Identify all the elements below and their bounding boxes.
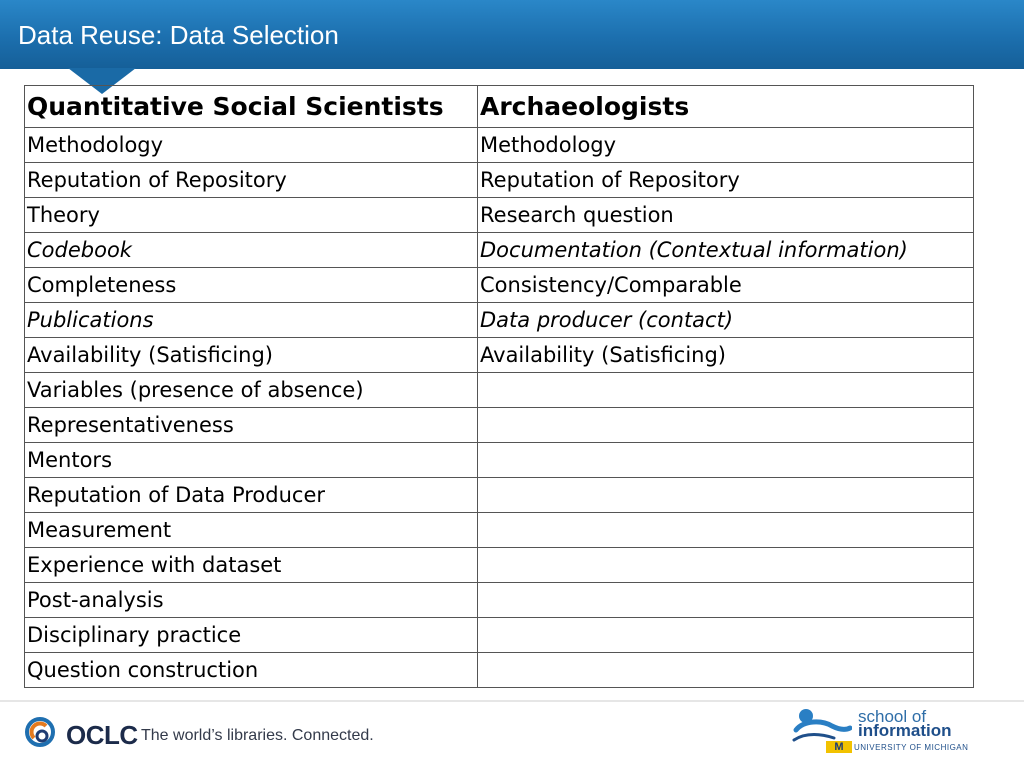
table-row	[25, 513, 974, 548]
comparison-table	[24, 85, 974, 688]
table-header-row	[25, 86, 974, 128]
table-row	[25, 233, 974, 268]
cell-arch: Reputation of Repository	[478, 163, 974, 198]
oclc-wordmark: OCLC	[66, 720, 138, 750]
cell-qss: Availability (Satisficing)	[25, 338, 478, 373]
cell-qss: Methodology	[25, 128, 478, 163]
cell-arch	[478, 618, 974, 653]
cell-qss: Mentors	[25, 443, 478, 478]
cell-qss: Experience with dataset	[25, 548, 478, 583]
cell-qss: Theory	[25, 198, 478, 233]
cell-qss: Disciplinary practice	[25, 618, 478, 653]
column-header-archaeologists: Archaeologists	[478, 86, 974, 128]
cell-arch: Data producer (contact)	[478, 303, 974, 338]
information-text: information	[858, 721, 952, 740]
cell-arch	[478, 408, 974, 443]
table-row	[25, 163, 974, 198]
cell-qss: Reputation of Repository	[25, 163, 478, 198]
table-row	[25, 443, 974, 478]
michigan-m-icon: M	[826, 741, 852, 753]
cell-qss: Codebook	[25, 233, 478, 268]
cell-arch	[478, 653, 974, 688]
table-row	[25, 653, 974, 688]
cell-qss: Question construction	[25, 653, 478, 688]
cell-qss: Reputation of Data Producer	[25, 478, 478, 513]
cell-arch: Consistency/Comparable	[478, 268, 974, 303]
table-row	[25, 373, 974, 408]
footer-divider	[0, 700, 1024, 702]
table-row	[25, 618, 974, 653]
school-of-text: school of	[858, 707, 927, 726]
cell-arch: Research question	[478, 198, 974, 233]
table-row	[25, 128, 974, 163]
cell-arch: Methodology	[478, 128, 974, 163]
cell-arch: Availability (Satisficing)	[478, 338, 974, 373]
cell-arch	[478, 443, 974, 478]
university-of-michigan-text: UNIVERSITY OF MICHIGAN	[854, 743, 969, 752]
table-row	[25, 198, 974, 233]
table-row	[25, 338, 974, 373]
footer-tagline: The world’s libraries. Connected.	[141, 727, 374, 744]
oclc-globe-icon	[24, 714, 60, 750]
cell-qss: Publications	[25, 303, 478, 338]
table-row	[25, 548, 974, 583]
cell-arch	[478, 373, 974, 408]
cell-qss: Post-analysis	[25, 583, 478, 618]
table-row	[25, 583, 974, 618]
table-row	[25, 268, 974, 303]
table-row	[25, 478, 974, 513]
slide-title: Data Reuse: Data Selection	[18, 20, 339, 50]
cell-qss: Variables (presence of absence)	[25, 373, 478, 408]
table-row	[25, 303, 974, 338]
cell-arch	[478, 583, 974, 618]
cell-arch	[478, 513, 974, 548]
cell-qss: Measurement	[25, 513, 478, 548]
table-row	[25, 408, 974, 443]
cell-arch: Documentation (Contextual information)	[478, 233, 974, 268]
cell-qss: Representativeness	[25, 408, 478, 443]
cell-arch	[478, 478, 974, 513]
column-header-qss: Quantitative Social Scientists	[25, 86, 478, 128]
cell-qss: Completeness	[25, 268, 478, 303]
cell-arch	[478, 548, 974, 583]
slide-header	[0, 0, 1024, 69]
